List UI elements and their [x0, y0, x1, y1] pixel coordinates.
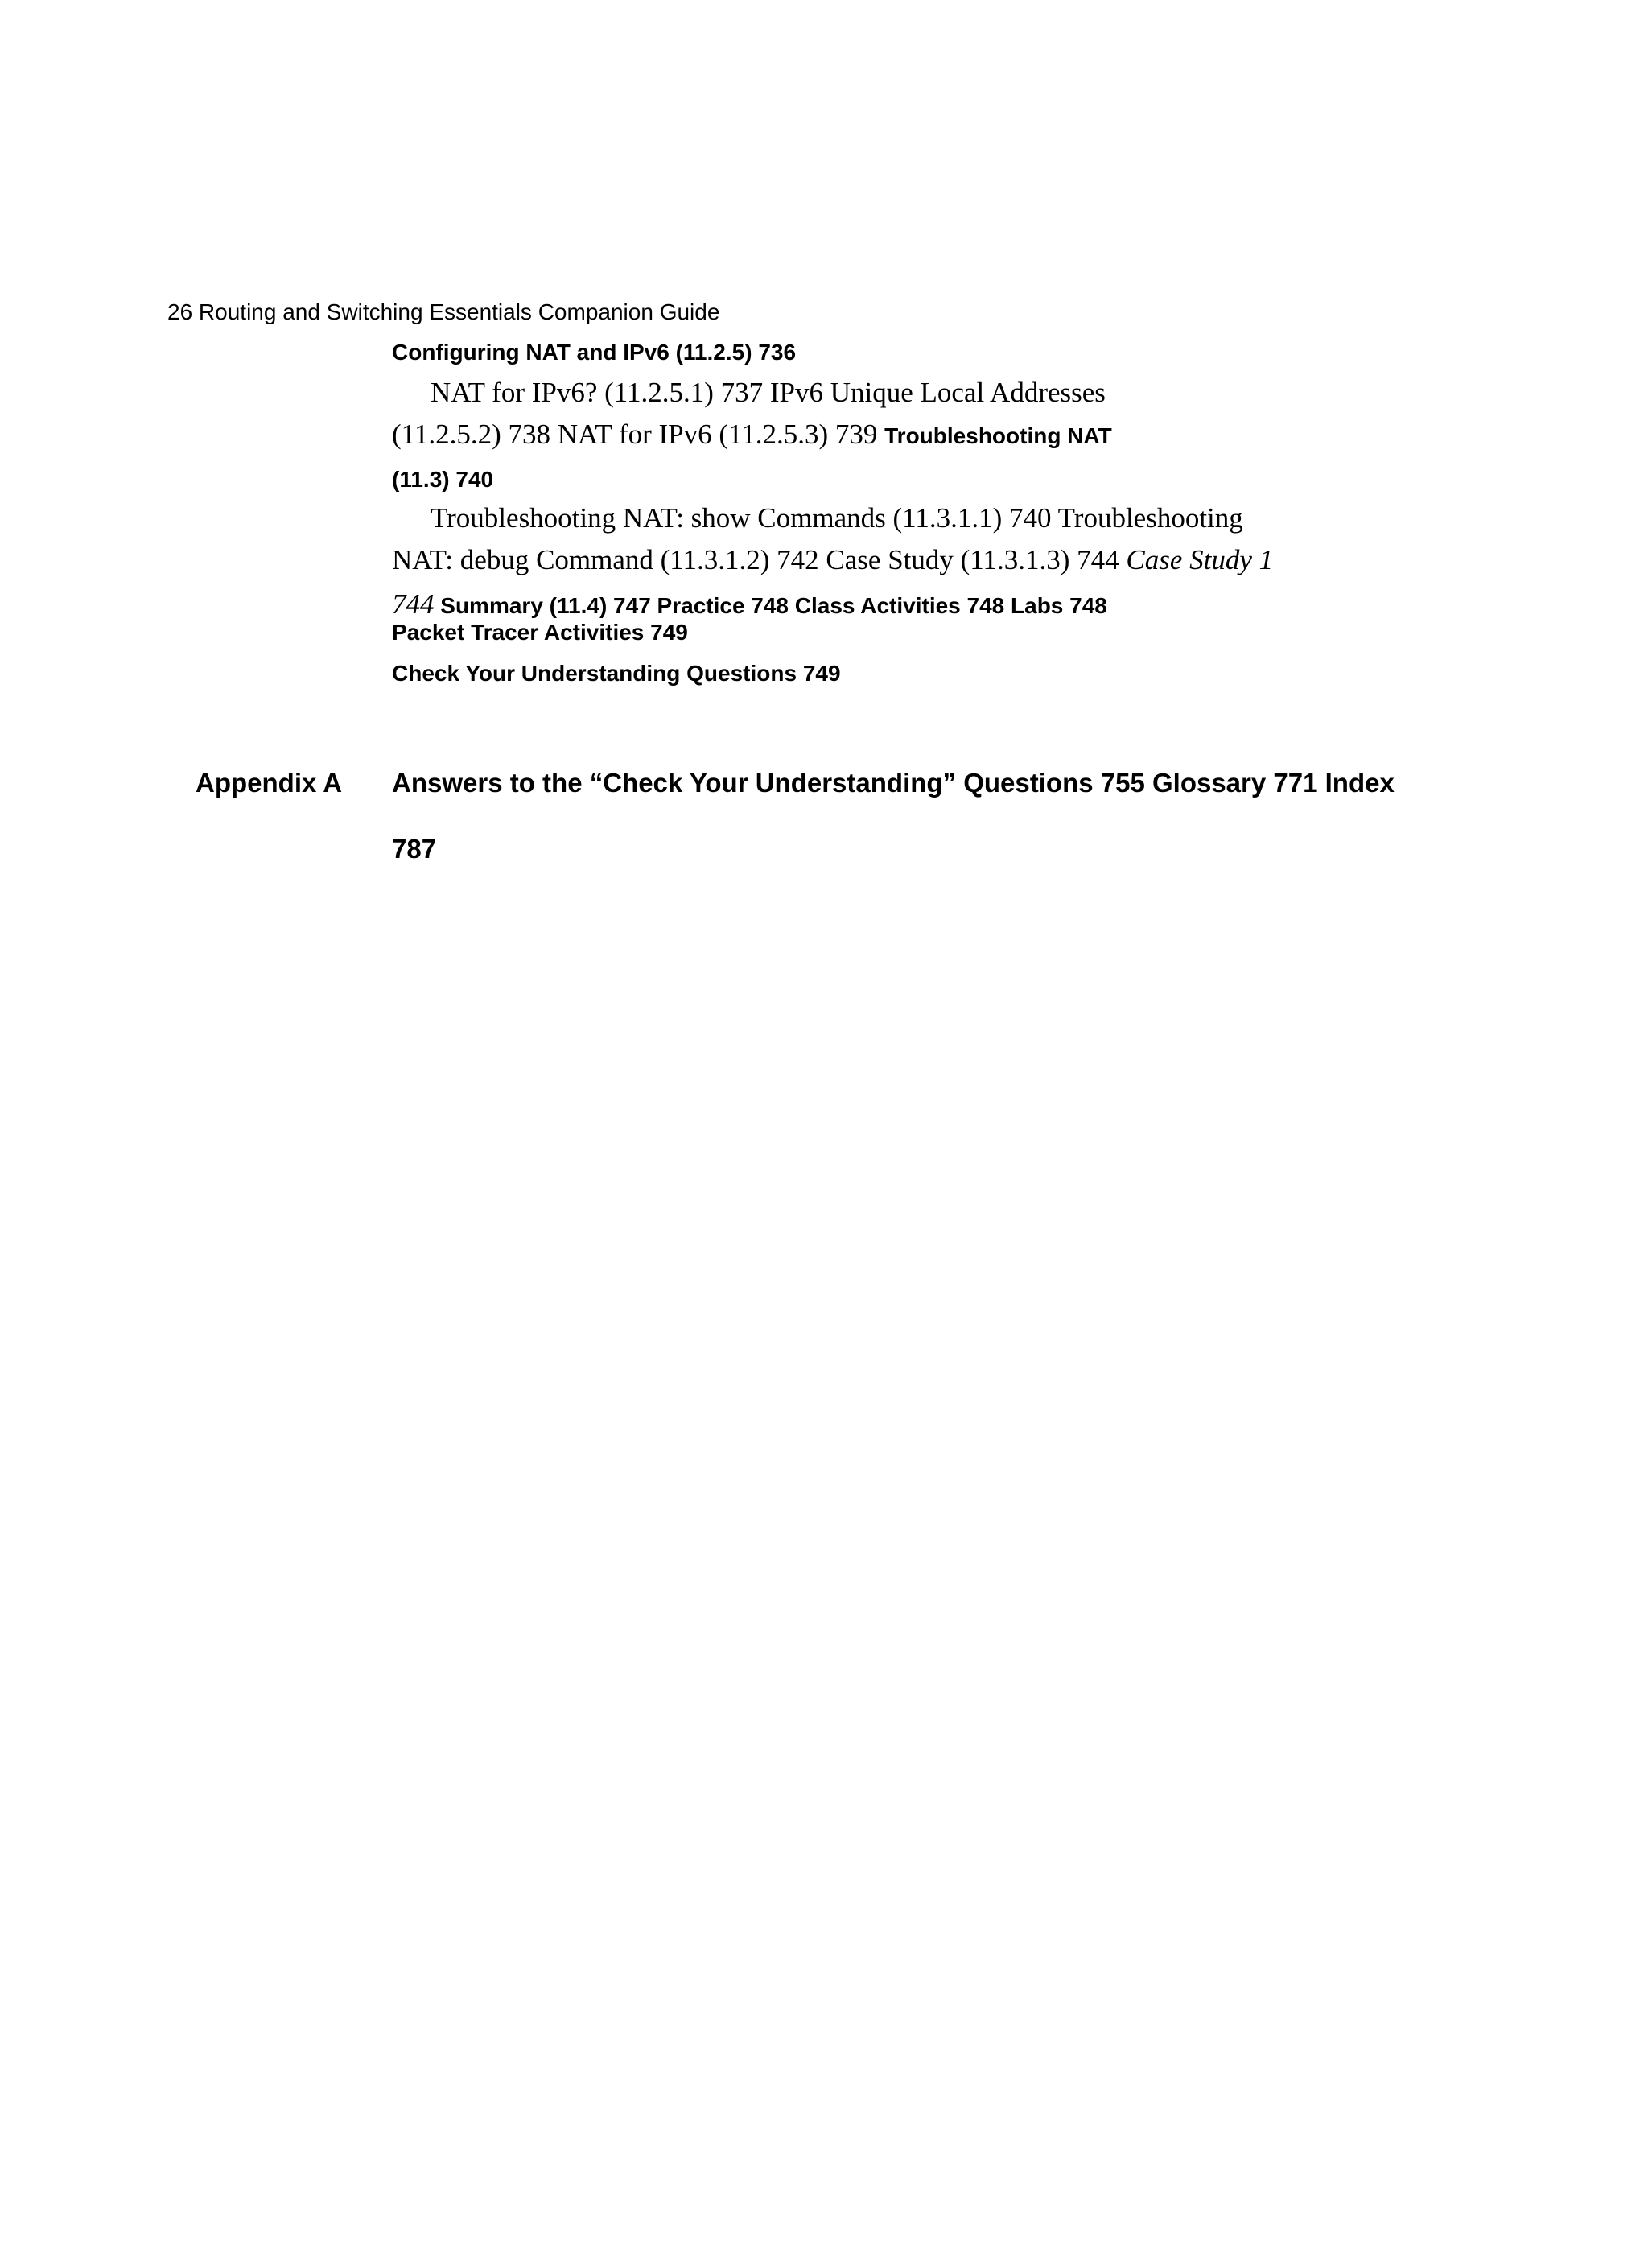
appendix-page-number: 787 — [392, 834, 437, 864]
toc-entry-text: (11.2.5.2) 738 NAT for IPv6 (11.2.5.3) 739 — [392, 419, 885, 450]
toc-heading-summary-practice: Summary (11.4) 747 Practice 748 Class Activities 748 Labs 748 — [434, 593, 1107, 618]
toc-heading-check-understanding: Check Your Understanding Questions 749 — [392, 661, 841, 686]
toc-entry-text: NAT: debug Command (11.3.1.2) 742 Case Study (11.3.1.3) 744 — [392, 544, 1127, 575]
toc-entry-line — [392, 419, 1112, 451]
toc-entry-italic: Case Study 1 — [1126, 544, 1274, 575]
toc-entry-line — [392, 544, 1273, 576]
toc-heading-packet-tracer: Packet Tracer Activities 749 — [392, 620, 688, 645]
running-head: 26 Routing and Switching Essentials Companion Guide — [167, 299, 720, 324]
toc-heading-troubleshooting-nat: Troubleshooting NAT — [884, 423, 1112, 448]
toc-heading-configuring-nat-ipv6: Configuring NAT and IPv6 (11.2.5) 736 — [392, 340, 797, 365]
appendix-title: Answers to the “Check Your Understanding” Questions 755 Glossary 771 Index — [392, 768, 1395, 798]
toc-entry-line: NAT for IPv6? (11.2.5.1) 737 IPv6 Unique Local Addresses — [431, 377, 1106, 408]
toc-entry-italic: 744 — [392, 588, 435, 620]
toc-entry-line: Troubleshooting NAT: show Commands (11.3.1.1) 740 Troubleshooting — [431, 502, 1243, 534]
appendix-label: Appendix A — [196, 768, 343, 798]
toc-heading-continuation: (11.3) 740 — [392, 467, 494, 492]
toc-entry-line — [392, 588, 1107, 621]
